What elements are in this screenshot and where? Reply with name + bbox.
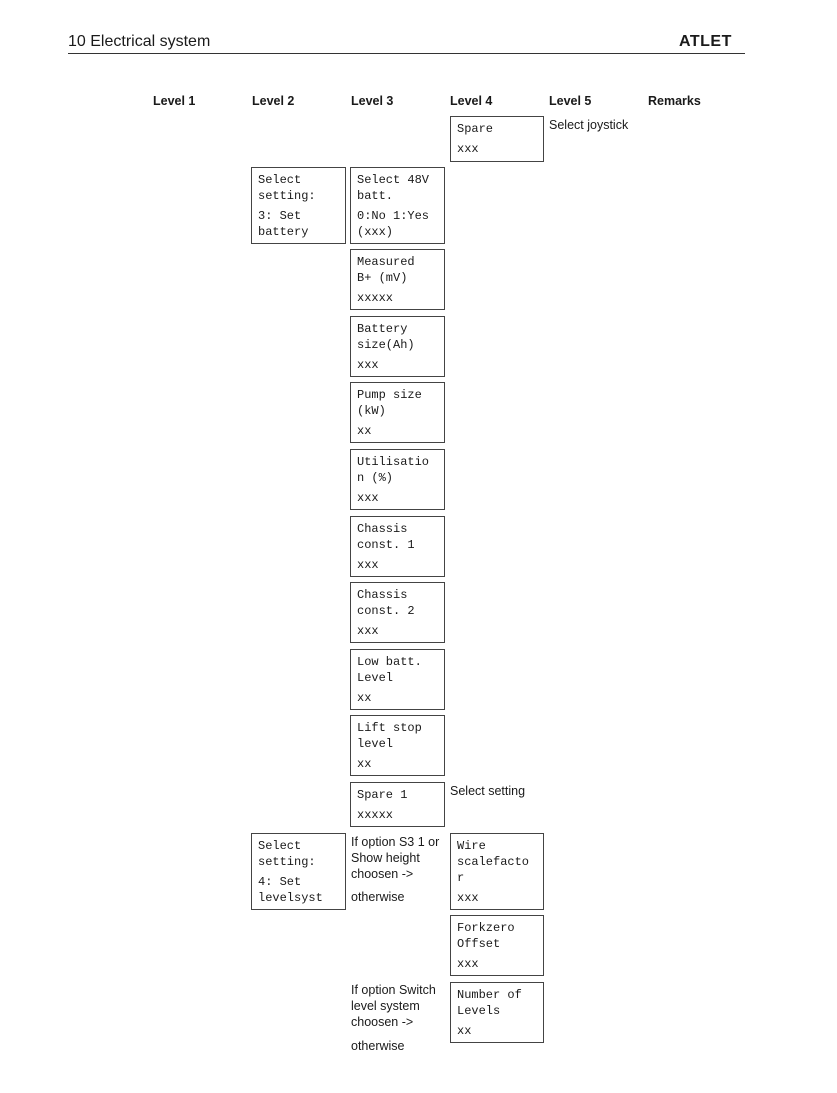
box-label: batt. <box>357 189 394 203</box>
box-label: Chassis <box>357 588 408 602</box>
box-label: Chassis <box>357 522 408 536</box>
box-label: Select <box>258 173 302 187</box>
menu-box-set-levelsyst <box>251 833 346 910</box>
box-label: Offset <box>457 937 501 951</box>
note-otherwise: otherwise <box>351 1039 405 1053</box>
note-option-s3 <box>351 834 439 882</box>
note-option-switch <box>351 982 436 1030</box>
box-label: scalefacto <box>457 855 530 869</box>
box-label: const. 2 <box>357 604 415 618</box>
box-label: size(Ah) <box>357 338 415 352</box>
note-otherwise: otherwise <box>351 890 405 904</box>
box-value: (xxx) <box>357 225 394 239</box>
box-label: Forkzero <box>457 921 515 935</box>
menu-box-spare <box>450 116 544 162</box>
box-label: (kW) <box>357 404 386 418</box>
menu-box-utilisation <box>350 449 445 510</box>
note-line: If option Switch <box>351 983 436 997</box>
column-header-level-3: Level 3 <box>351 94 394 108</box>
column-header-remarks: Remarks <box>648 94 701 108</box>
menu-box-low-batt-level <box>350 649 445 710</box>
atlet-logo: ATLET <box>679 33 732 50</box>
box-label: Select 48V <box>357 173 430 187</box>
box-label: Level <box>357 671 394 685</box>
note-line: level system <box>351 999 420 1013</box>
box-label: B+ (mV) <box>357 271 408 285</box>
box-label: setting: <box>258 189 316 203</box>
menu-box-forkzero-offset <box>450 915 544 976</box>
box-label: Low batt. <box>357 655 422 669</box>
box-label: setting: <box>258 855 316 869</box>
box-label: Number of <box>457 988 522 1002</box>
menu-box-chassis-const-2 <box>350 582 445 643</box>
box-value: xxxxx <box>357 808 394 822</box>
box-value: xx <box>357 424 372 438</box>
box-value: xxx <box>457 957 479 971</box>
box-label: 0:No 1:Yes <box>357 209 430 223</box>
note-select-setting: Select setting <box>450 784 526 798</box>
box-label: const. 1 <box>357 538 415 552</box>
box-label: battery <box>258 225 309 239</box>
box-label: Select <box>258 839 302 853</box>
menu-box-select-48v <box>350 167 445 244</box>
box-value: xx <box>457 1024 472 1038</box>
menu-box-lift-stop-level <box>350 715 445 776</box>
box-value: xxx <box>457 891 479 905</box>
box-label: 4: Set <box>258 875 302 889</box>
box-label: n (%) <box>357 471 394 485</box>
box-label: Battery <box>357 322 408 336</box>
box-value: xxx <box>357 558 379 572</box>
box-label: Levels <box>457 1004 501 1018</box>
menu-box-pump-size <box>350 382 445 443</box>
box-value: xxx <box>357 624 379 638</box>
box-label: Utilisatio <box>357 455 430 469</box>
box-value: xxx <box>357 358 379 372</box>
note-line: choosen -> <box>351 1015 414 1029</box>
box-label: r <box>457 871 465 885</box>
box-value: xx <box>357 691 372 705</box>
box-label: level <box>357 737 394 751</box>
header-rule <box>68 53 745 54</box>
box-label: Spare 1 <box>357 788 408 802</box>
note-line: If option S3 1 or <box>351 835 440 849</box>
column-header-level-4: Level 4 <box>450 94 493 108</box>
section-title: 10 Electrical system <box>68 33 211 50</box>
menu-box-measured-b-plus <box>350 249 445 310</box>
box-value: xx <box>357 757 372 771</box>
box-value: xxx <box>457 142 479 156</box>
note-line: choosen -> <box>351 867 414 881</box>
box-label: Wire <box>457 839 486 853</box>
menu-box-battery-size <box>350 316 445 377</box>
box-label: Lift stop <box>357 721 422 735</box>
menu-box-spare-1 <box>350 782 445 827</box>
column-header-level-1: Level 1 <box>153 94 196 108</box>
box-label: Measured <box>357 255 415 269</box>
menu-box-chassis-const-1 <box>350 516 445 577</box>
box-label: levelsyst <box>258 891 323 905</box>
box-label: 3: Set <box>258 209 302 223</box>
column-header-level-5: Level 5 <box>549 94 592 108</box>
note-line: Show height <box>351 851 420 865</box>
menu-box-set-battery <box>251 167 346 244</box>
menu-box-wire-scalefactor <box>450 833 544 910</box>
remark-select-joystick: Select joystick <box>549 118 629 132</box>
box-value: xxxxx <box>357 291 394 305</box>
box-value: xxx <box>357 491 379 505</box>
column-header-level-2: Level 2 <box>252 94 295 108</box>
box-label: Spare <box>457 122 494 136</box>
menu-box-number-of-levels <box>450 982 544 1043</box>
box-label: Pump size <box>357 388 422 402</box>
